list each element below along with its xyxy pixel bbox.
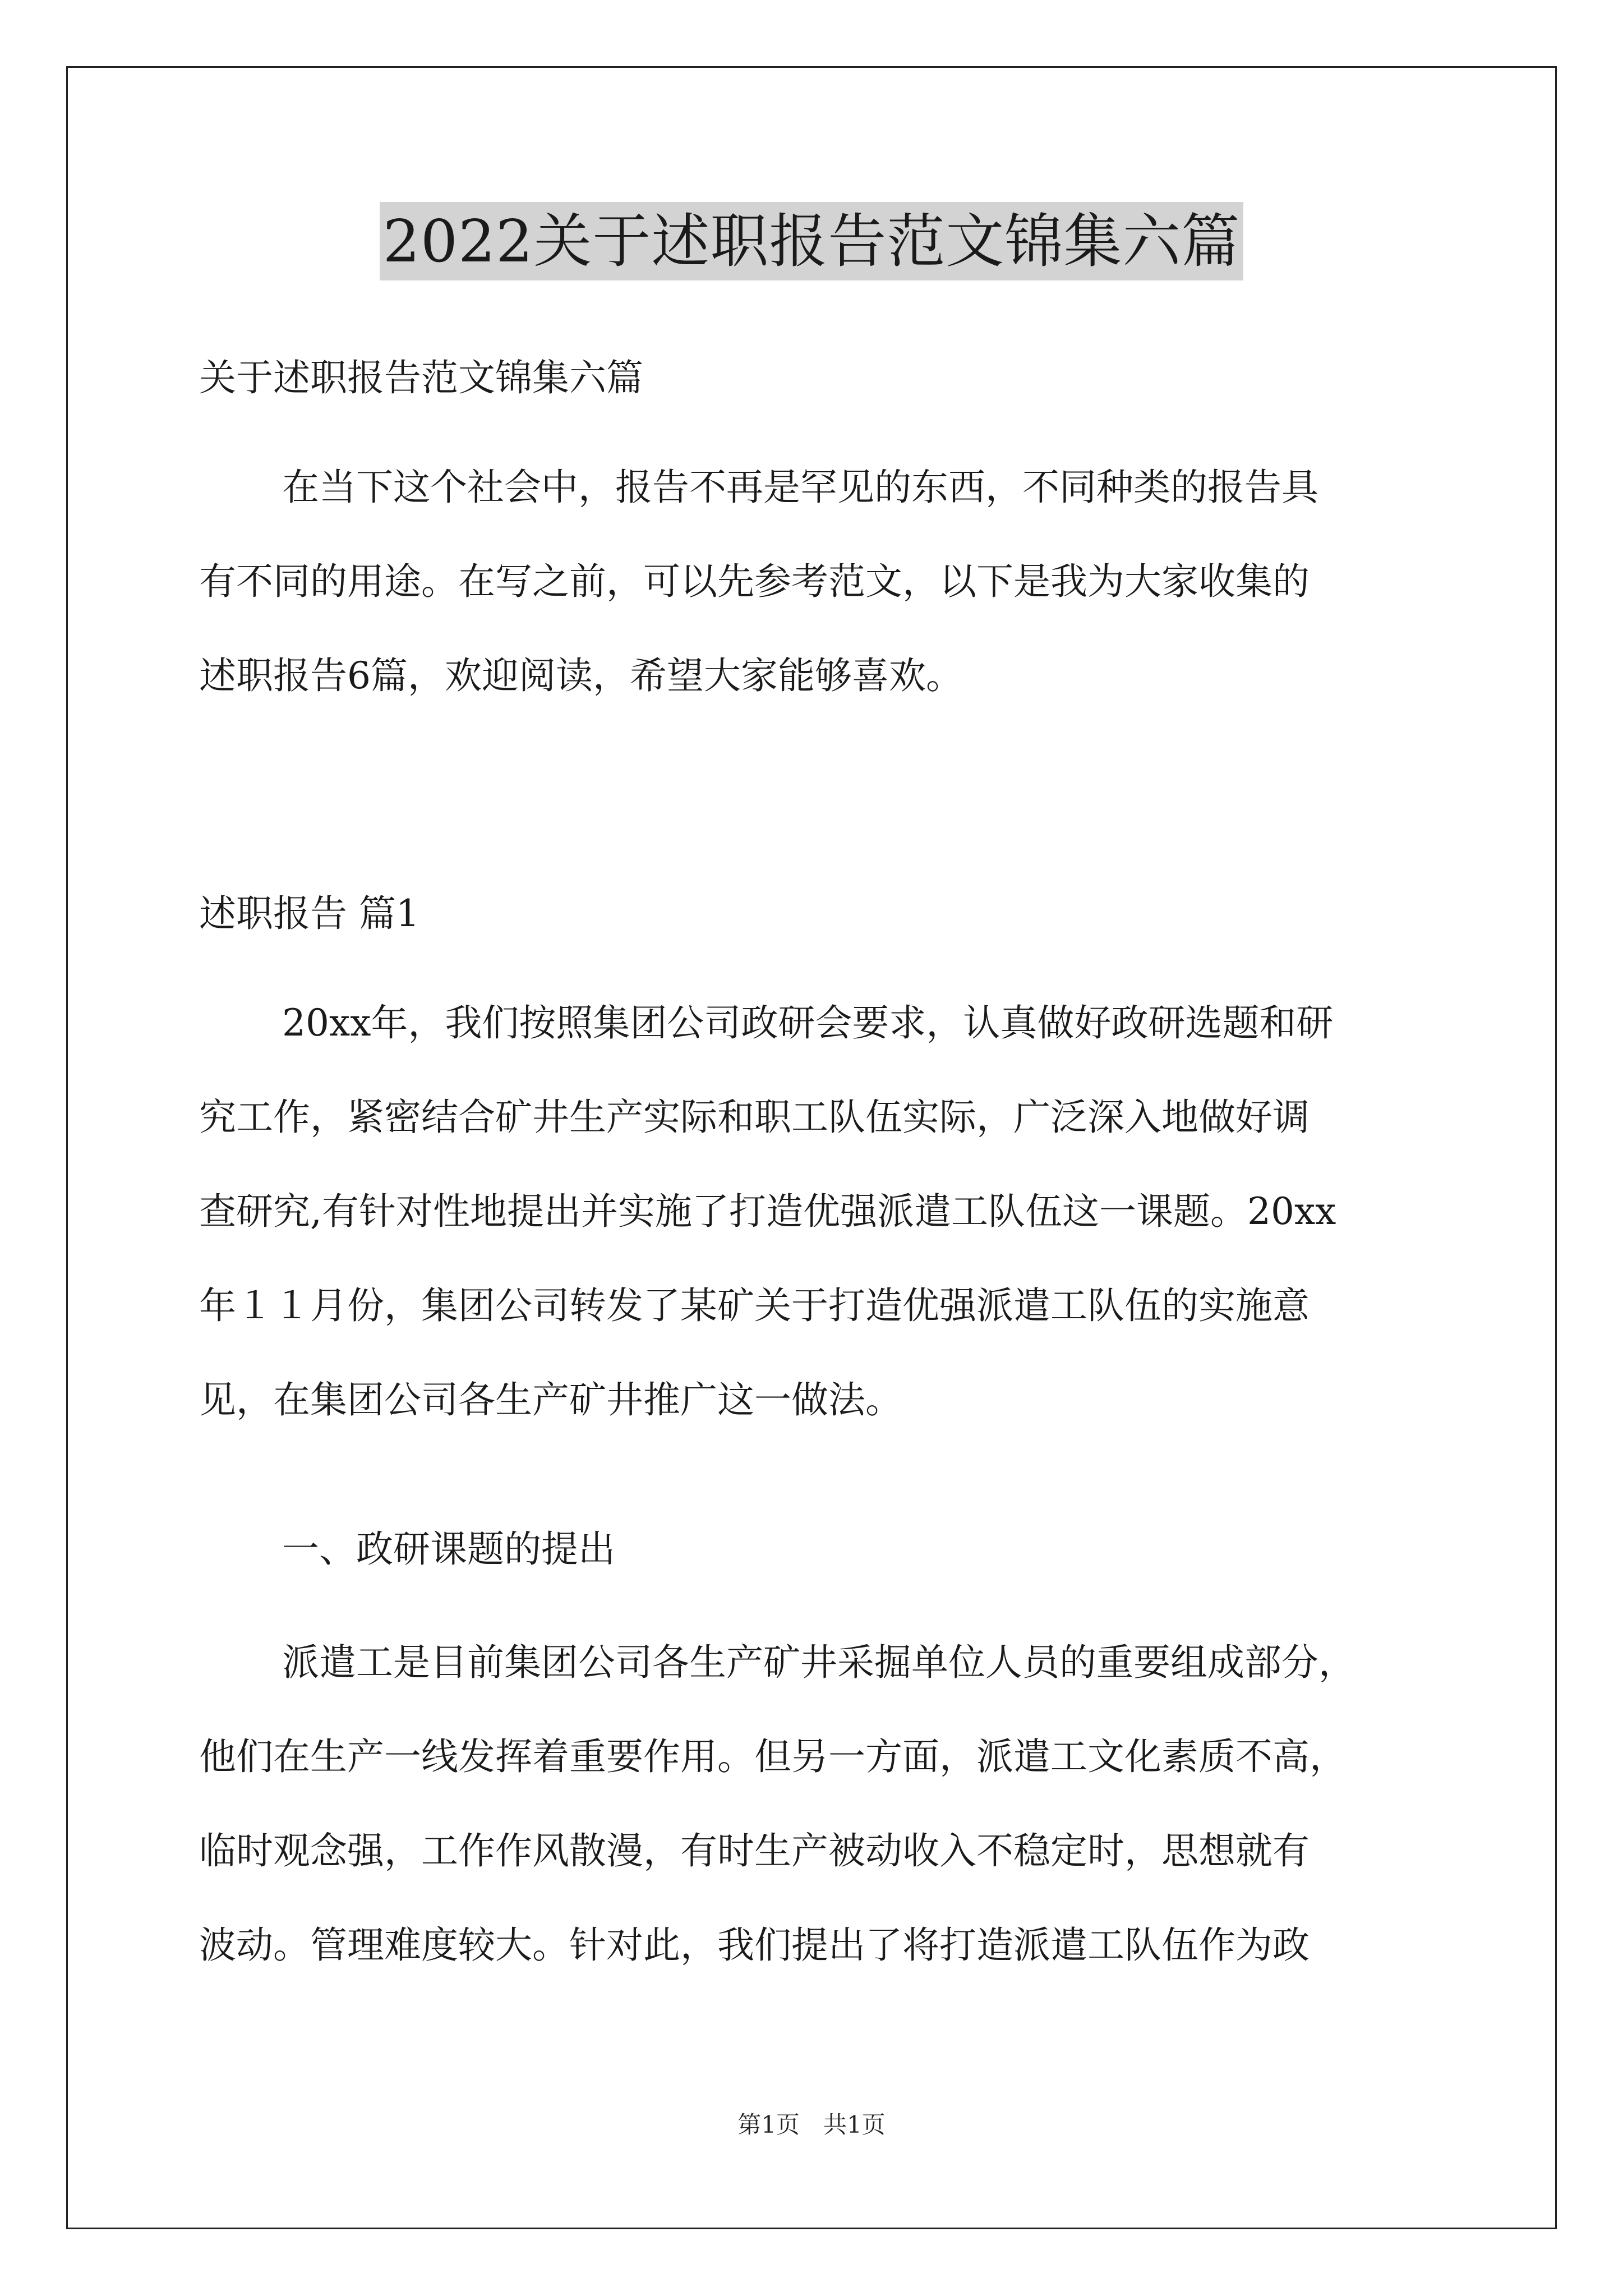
paragraph-2 bbox=[199, 1616, 1441, 1993]
document-subtitle: 关于述职报告范文锦集六篇 bbox=[199, 356, 643, 399]
document-title-text: 2022关于述职报告范文锦集六篇 bbox=[380, 202, 1244, 280]
intro-line: 有不同的用途。在写之前，可以先参考范文，以下是我为大家收集的 bbox=[199, 560, 1310, 603]
document-title bbox=[0, 202, 1623, 280]
section-heading: 述职报告 篇1 bbox=[199, 892, 419, 935]
paragraph-line: 波动。管理难度较大。针对此，我们提出了将打造派遣工队伍作为政 bbox=[199, 1924, 1310, 1967]
paragraph-line: 20xx年，我们按照集团公司政研会要求，认真做好政研选题和研 bbox=[282, 1001, 1334, 1045]
document-subtitle-block bbox=[199, 331, 1441, 425]
sub-heading: 一、政研课题的提出 bbox=[282, 1527, 615, 1571]
section-heading-block bbox=[199, 867, 1441, 961]
paragraph-line: 派遣工是目前集团公司各生产矿井采掘单位人员的重要组成部分， bbox=[282, 1641, 1355, 1684]
paragraph-line: 年１１月份，集团公司转发了某矿关于打造优强派遣工队伍的实施意 bbox=[199, 1284, 1310, 1327]
intro-line: 述职报告6篇，欢迎阅读，希望大家能够喜欢。 bbox=[199, 654, 963, 697]
page-footer bbox=[0, 2106, 1623, 2140]
page-number: 第1页 共1页 bbox=[737, 2111, 886, 2138]
paragraph-line: 查研究,有针对性地提出并实施了打造优强派遣工队伍这一课题。20xx bbox=[199, 1190, 1336, 1233]
paragraph-line: 究工作，紧密结合矿井生产实际和职工队伍实际，广泛深入地做好调 bbox=[199, 1096, 1310, 1139]
paragraph-line: 见，在集团公司各生产矿井推广这一做法。 bbox=[199, 1378, 902, 1421]
intro-line: 在当下这个社会中，报告不再是罕见的东西，不同种类的报告具 bbox=[282, 466, 1318, 509]
paragraph-1 bbox=[199, 976, 1441, 1447]
paragraph-line: 他们在生产一线发挥着重要作用。但另一方面，派遣工文化素质不高， bbox=[199, 1735, 1347, 1778]
sub-heading-block bbox=[199, 1502, 1441, 1596]
intro-paragraph bbox=[199, 440, 1441, 723]
paragraph-line: 临时观念强，工作作风散漫，有时生产被动收入不稳定时，思想就有 bbox=[199, 1829, 1310, 1872]
